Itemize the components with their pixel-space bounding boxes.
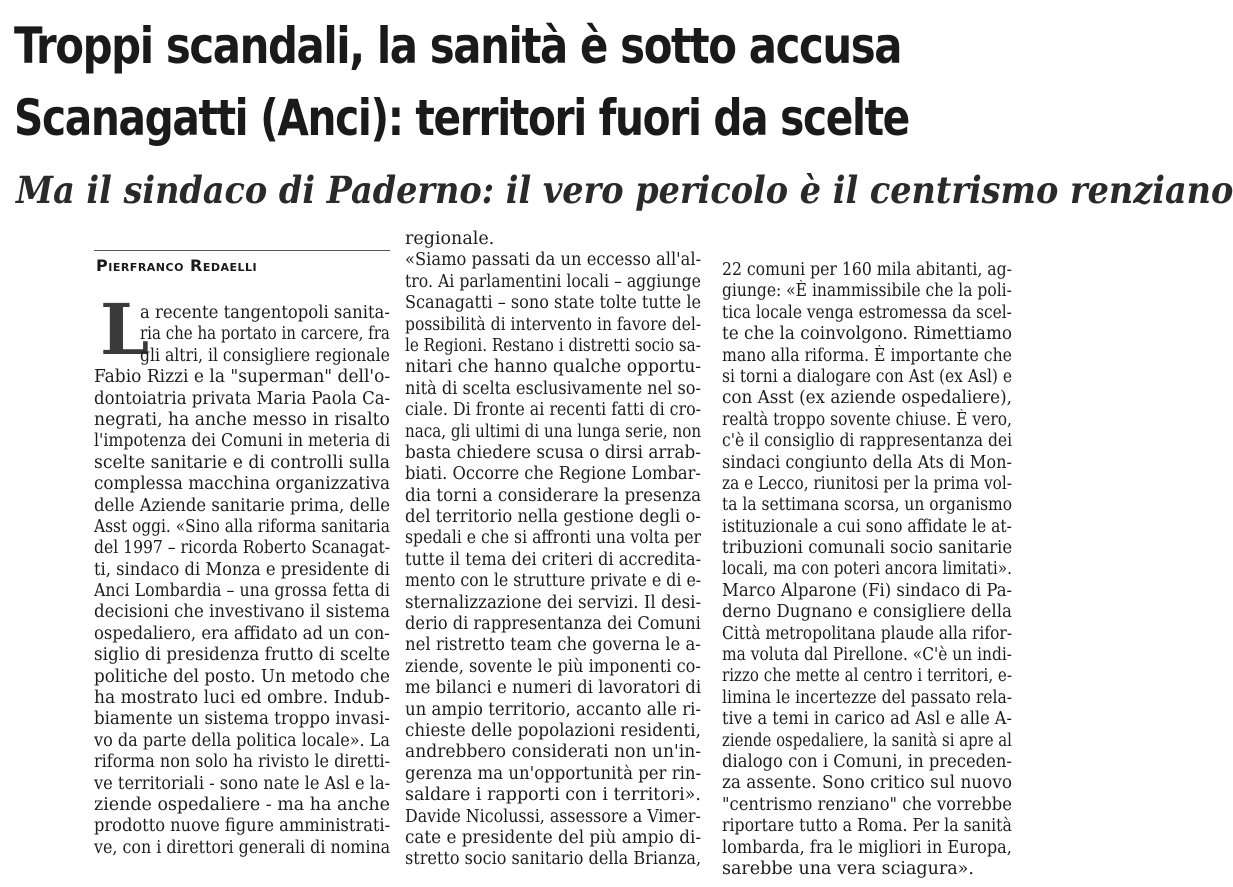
text-line bbox=[405, 379, 705, 400]
text-line-content: riforma non solo ha rivisto le diretti- bbox=[94, 752, 391, 773]
text-line-content: siglio di presidenza frutto di scelte bbox=[94, 645, 391, 666]
text-line-content: regionale. bbox=[405, 229, 495, 249]
text-line bbox=[405, 700, 705, 721]
text-line bbox=[94, 496, 394, 517]
text-line-content: Città metropolitana plaude alla rifor- bbox=[722, 623, 1013, 644]
text-line-content: del territorio nella gestione degli o- bbox=[405, 507, 701, 528]
text-line-content: mento con le strutture private e di e- bbox=[405, 571, 702, 592]
text-line-content: vo da parte della politica locale». La bbox=[94, 730, 391, 751]
text-line-content: Asst oggi. «Sino alla riforma sanitaria bbox=[94, 516, 390, 537]
text-line-content: tive a temi in carico ad Asl e alle A- bbox=[722, 709, 1012, 730]
byline-rule bbox=[94, 250, 390, 251]
text-line-content: ziende ospedaliere - ma ha anche bbox=[94, 794, 390, 815]
text-line-content: ve territoriali - sono nate le Asl e la- bbox=[94, 773, 391, 794]
text-line-content: istituzionale a cui sono affidate le at- bbox=[722, 516, 1012, 537]
text-line-content: a recente tangentopoli sanita- bbox=[140, 303, 390, 323]
text-line-content: complessa macchina organizzativa bbox=[94, 474, 391, 495]
text-line bbox=[722, 495, 1022, 516]
text-line bbox=[405, 764, 705, 785]
text-line-content: locali, ma con poteri ancora limitati». bbox=[722, 559, 1012, 580]
text-line bbox=[722, 581, 1022, 602]
text-line-content: possibilità di intervento in favore del- bbox=[405, 314, 702, 335]
text-line bbox=[94, 774, 394, 795]
text-line-content: Scanagatti – sono state tolte tutte le bbox=[405, 293, 702, 314]
text-line bbox=[405, 635, 705, 656]
text-line bbox=[94, 517, 394, 538]
text-line-content: rizzo che mette al centro i territori, e- bbox=[722, 666, 1012, 687]
text-line bbox=[94, 624, 394, 645]
text-line-content: naca, gli ultimi di una lunga serie, non bbox=[405, 421, 702, 442]
text-line bbox=[722, 666, 1022, 687]
text-line-content: spedali e che si affronti una volta per bbox=[405, 528, 702, 549]
text-line bbox=[722, 624, 1022, 645]
text-line bbox=[405, 400, 705, 421]
text-line-content: dialogo con i Comuni, in preceden- bbox=[722, 751, 1012, 772]
text-line-content: ziende, sovente le più imponenti co- bbox=[405, 656, 701, 677]
text-line bbox=[405, 293, 705, 314]
text-line-content: decisioni che investivano il sistema bbox=[94, 602, 391, 623]
text-line bbox=[405, 357, 705, 378]
text-line-content: Davide Nicolussi, assessore a Vimer- bbox=[405, 806, 701, 827]
text-line bbox=[722, 838, 1022, 859]
text-line-content: giunge: «È inammissibile che la poli- bbox=[722, 281, 1012, 302]
text-line-content: mano alla riforma. È importante che bbox=[722, 345, 1012, 366]
text-line-content: ospedaliero, era affidato ad un con- bbox=[94, 623, 390, 644]
text-line bbox=[94, 795, 394, 816]
text-line-content: delle Aziende sanitarie prima, delle bbox=[94, 495, 391, 516]
text-line-content: riportare tutto a Roma. Per la sanità bbox=[722, 816, 1012, 837]
article-column-1 bbox=[94, 303, 394, 859]
headline-line-2: Scanagatti (Anci): territori fuori da scelte bbox=[14, 89, 909, 147]
text-line bbox=[94, 709, 394, 730]
text-line-content: nità di scelta esclusivamente nel so- bbox=[405, 378, 701, 399]
text-line-content: sindaci congiunto della Ats di Mon- bbox=[722, 452, 1013, 473]
text-line-content: te che la coinvolgono. Rimettiamo bbox=[722, 324, 1012, 345]
text-line-content: ciale. Di fronte ai recenti fatti di cro- bbox=[405, 400, 702, 421]
text-line-content: "centrismo renziano" che vorrebbe bbox=[722, 794, 1012, 815]
article-column-2 bbox=[405, 229, 705, 871]
text-line bbox=[94, 431, 394, 452]
text-line bbox=[405, 507, 705, 528]
article-column-3 bbox=[722, 260, 1022, 880]
text-line bbox=[405, 678, 705, 699]
text-line bbox=[722, 559, 1022, 580]
text-line bbox=[405, 657, 705, 678]
text-line-content: Marco Alparone (Fi) sindaco di Pa- bbox=[722, 580, 1013, 601]
text-line-content: le Regioni. Restano i distretti socio sa- bbox=[405, 335, 701, 356]
text-line-content: ti, sindaco di Monza e presidente di bbox=[94, 559, 390, 580]
text-line bbox=[94, 324, 394, 345]
text-line bbox=[722, 346, 1022, 367]
text-line bbox=[405, 528, 705, 549]
text-line bbox=[722, 324, 1022, 345]
text-line bbox=[722, 474, 1022, 495]
text-line bbox=[405, 336, 705, 357]
text-line bbox=[722, 431, 1022, 452]
text-line bbox=[405, 614, 705, 635]
text-line-content: limina le incertezze del passato rela- bbox=[722, 687, 1013, 708]
text-line bbox=[722, 752, 1022, 773]
text-line bbox=[722, 388, 1022, 409]
text-line-content: saldare i rapporti con i territori». bbox=[405, 785, 701, 806]
text-line bbox=[94, 410, 394, 431]
text-line bbox=[94, 453, 394, 474]
text-line bbox=[405, 229, 705, 250]
text-line-content: nel ristretto team che governa le a- bbox=[405, 635, 701, 656]
text-line bbox=[94, 731, 394, 752]
text-line-content: politiche del posto. Un metodo che bbox=[94, 666, 390, 687]
text-line bbox=[722, 602, 1022, 623]
text-line-content: 22 comuni per 160 mila abitanti, ag- bbox=[722, 260, 1012, 280]
text-line bbox=[405, 486, 705, 507]
text-line-content: za assente. Sono critico sul nuovo bbox=[722, 773, 1013, 794]
text-line-content: biamente un sistema troppo invasi- bbox=[94, 709, 390, 730]
text-line bbox=[94, 752, 394, 773]
text-line bbox=[405, 250, 705, 271]
text-line bbox=[94, 838, 394, 859]
text-line bbox=[405, 443, 705, 464]
text-line bbox=[722, 260, 1022, 281]
text-line-content: negrati, ha anche messo in risalto bbox=[94, 409, 390, 430]
text-line bbox=[94, 581, 394, 602]
text-line bbox=[94, 667, 394, 688]
text-line-content: tica locale venga estromessa da scel- bbox=[722, 302, 1012, 323]
text-line-content: tro. Ai parlamentini locali – aggiunge bbox=[405, 271, 701, 292]
text-line-content: sternalizzazione dei servizi. Il desi- bbox=[405, 592, 702, 613]
byline: Pierfranco Redaelli bbox=[96, 256, 258, 275]
text-line-content: gerenza ma un'opportunità per rin- bbox=[405, 763, 702, 784]
subheadline: Ma il sindaco di Paderno: il vero pericolo è il centrismo renziano bbox=[16, 168, 1233, 212]
text-line bbox=[722, 645, 1022, 666]
text-line-content: za e Lecco, riunitosi per la prima vol- bbox=[722, 473, 1012, 494]
text-line-content: ta la settimana scorsa, un organismo bbox=[722, 495, 1013, 516]
text-line-content: lombarda, fra le migliori in Europa, bbox=[722, 837, 1012, 858]
text-line-content: un ampio territorio, accanto alle ri- bbox=[405, 699, 702, 720]
text-line bbox=[94, 645, 394, 666]
text-line bbox=[722, 281, 1022, 302]
text-line bbox=[94, 474, 394, 495]
text-line bbox=[405, 742, 705, 763]
text-line bbox=[405, 807, 705, 828]
drop-cap: L bbox=[100, 288, 150, 371]
text-line-content: cate e presidente del più ampio di- bbox=[405, 827, 702, 848]
text-line-content: dia torni a considerare la presenza bbox=[405, 485, 702, 506]
text-line-content: tutte il tema dei criteri di accredita- bbox=[405, 549, 702, 570]
text-line-content: tribuzioni comunali socio sanitarie bbox=[722, 538, 1013, 559]
text-line bbox=[94, 602, 394, 623]
text-line bbox=[722, 367, 1022, 388]
text-line bbox=[722, 410, 1022, 431]
text-line bbox=[722, 517, 1022, 538]
text-line bbox=[405, 785, 705, 806]
text-line-content: Fabio Rizzi e la "superman" dell'o- bbox=[94, 367, 391, 388]
text-line bbox=[94, 688, 394, 709]
text-line-content: del 1997 – ricorda Roberto Scanagat- bbox=[94, 538, 391, 559]
text-line bbox=[405, 315, 705, 336]
text-line-content: Anci Lombardia – una grossa fetta di bbox=[94, 581, 390, 602]
text-line-content: l'impotenza dei Comuni in meteria di bbox=[94, 431, 391, 452]
text-line bbox=[722, 859, 1022, 880]
text-line bbox=[405, 272, 705, 293]
text-line bbox=[722, 795, 1022, 816]
text-line bbox=[405, 721, 705, 742]
text-line-content: si torni a dialogare con Ast (ex Asl) e bbox=[722, 366, 1013, 387]
text-line bbox=[722, 709, 1022, 730]
text-line bbox=[722, 773, 1022, 794]
headline-line-1: Troppi scandali, la sanità è sotto accusa bbox=[14, 17, 902, 75]
text-line-content: ha mostrato luci ed ombre. Indub- bbox=[94, 688, 390, 709]
text-line bbox=[405, 849, 705, 870]
text-line bbox=[94, 816, 394, 837]
text-line bbox=[405, 593, 705, 614]
text-line-content: basta chiedere scusa o dirsi arrab- bbox=[405, 442, 701, 463]
text-line bbox=[94, 367, 394, 388]
text-line bbox=[405, 464, 705, 485]
text-line-content: biati. Occorre che Regione Lombar- bbox=[405, 464, 701, 485]
text-line bbox=[94, 538, 394, 559]
text-line-content: prodotto nuove figure amministrati- bbox=[94, 816, 391, 837]
text-line-content: chieste delle popolazioni residenti, bbox=[405, 720, 701, 741]
text-line-content: derio di rappresentanza dei Comuni bbox=[405, 614, 701, 635]
text-line-content: nitari che hanno qualche opportu- bbox=[405, 357, 702, 378]
text-line-content: derno Dugnano e consigliere della bbox=[722, 602, 1012, 623]
text-line-content: sarebbe una vera sciagura». bbox=[722, 858, 974, 879]
text-line-content: andrebbero considerati non un'in- bbox=[405, 742, 702, 763]
text-line-content: me bilanci e numeri di lavoratori di bbox=[405, 678, 702, 699]
text-line bbox=[94, 389, 394, 410]
text-line-content: scelte sanitarie e di controlli sulla bbox=[94, 452, 390, 473]
text-line-content: con Asst (ex aziende ospedaliere), bbox=[722, 388, 1012, 409]
text-line bbox=[722, 731, 1022, 752]
text-line bbox=[405, 550, 705, 571]
text-line-content: c'è il consiglio di rappresentanza dei bbox=[722, 431, 1013, 452]
text-line bbox=[94, 560, 394, 581]
text-line-content: ria che ha portato in carcere, fra bbox=[140, 324, 390, 345]
text-line-content: realtà troppo sovente chiuse. È vero, bbox=[722, 409, 1012, 430]
text-line-content: stretto socio sanitario della Brianza, bbox=[405, 849, 702, 870]
text-line bbox=[722, 303, 1022, 324]
text-line bbox=[405, 422, 705, 443]
text-line bbox=[722, 688, 1022, 709]
text-line-content: «Siamo passati da un eccesso all'al- bbox=[405, 250, 702, 271]
text-line bbox=[722, 538, 1022, 559]
text-line bbox=[405, 828, 705, 849]
text-line-content: dontoiatria privata Maria Paola Ca- bbox=[94, 388, 391, 409]
text-line bbox=[94, 346, 394, 367]
text-line bbox=[722, 453, 1022, 474]
text-line bbox=[722, 816, 1022, 837]
text-line bbox=[94, 303, 394, 324]
text-line-content: gli altri, il consigliere regionale bbox=[140, 345, 390, 366]
text-line-content: ma voluta dal Pirellone. «C'è un indi- bbox=[722, 645, 1012, 666]
text-line bbox=[405, 571, 705, 592]
text-line-content: ziende ospedaliere, la sanità si apre al bbox=[722, 730, 1012, 751]
text-line-content: ve, con i direttori generali di nomina bbox=[94, 837, 391, 858]
